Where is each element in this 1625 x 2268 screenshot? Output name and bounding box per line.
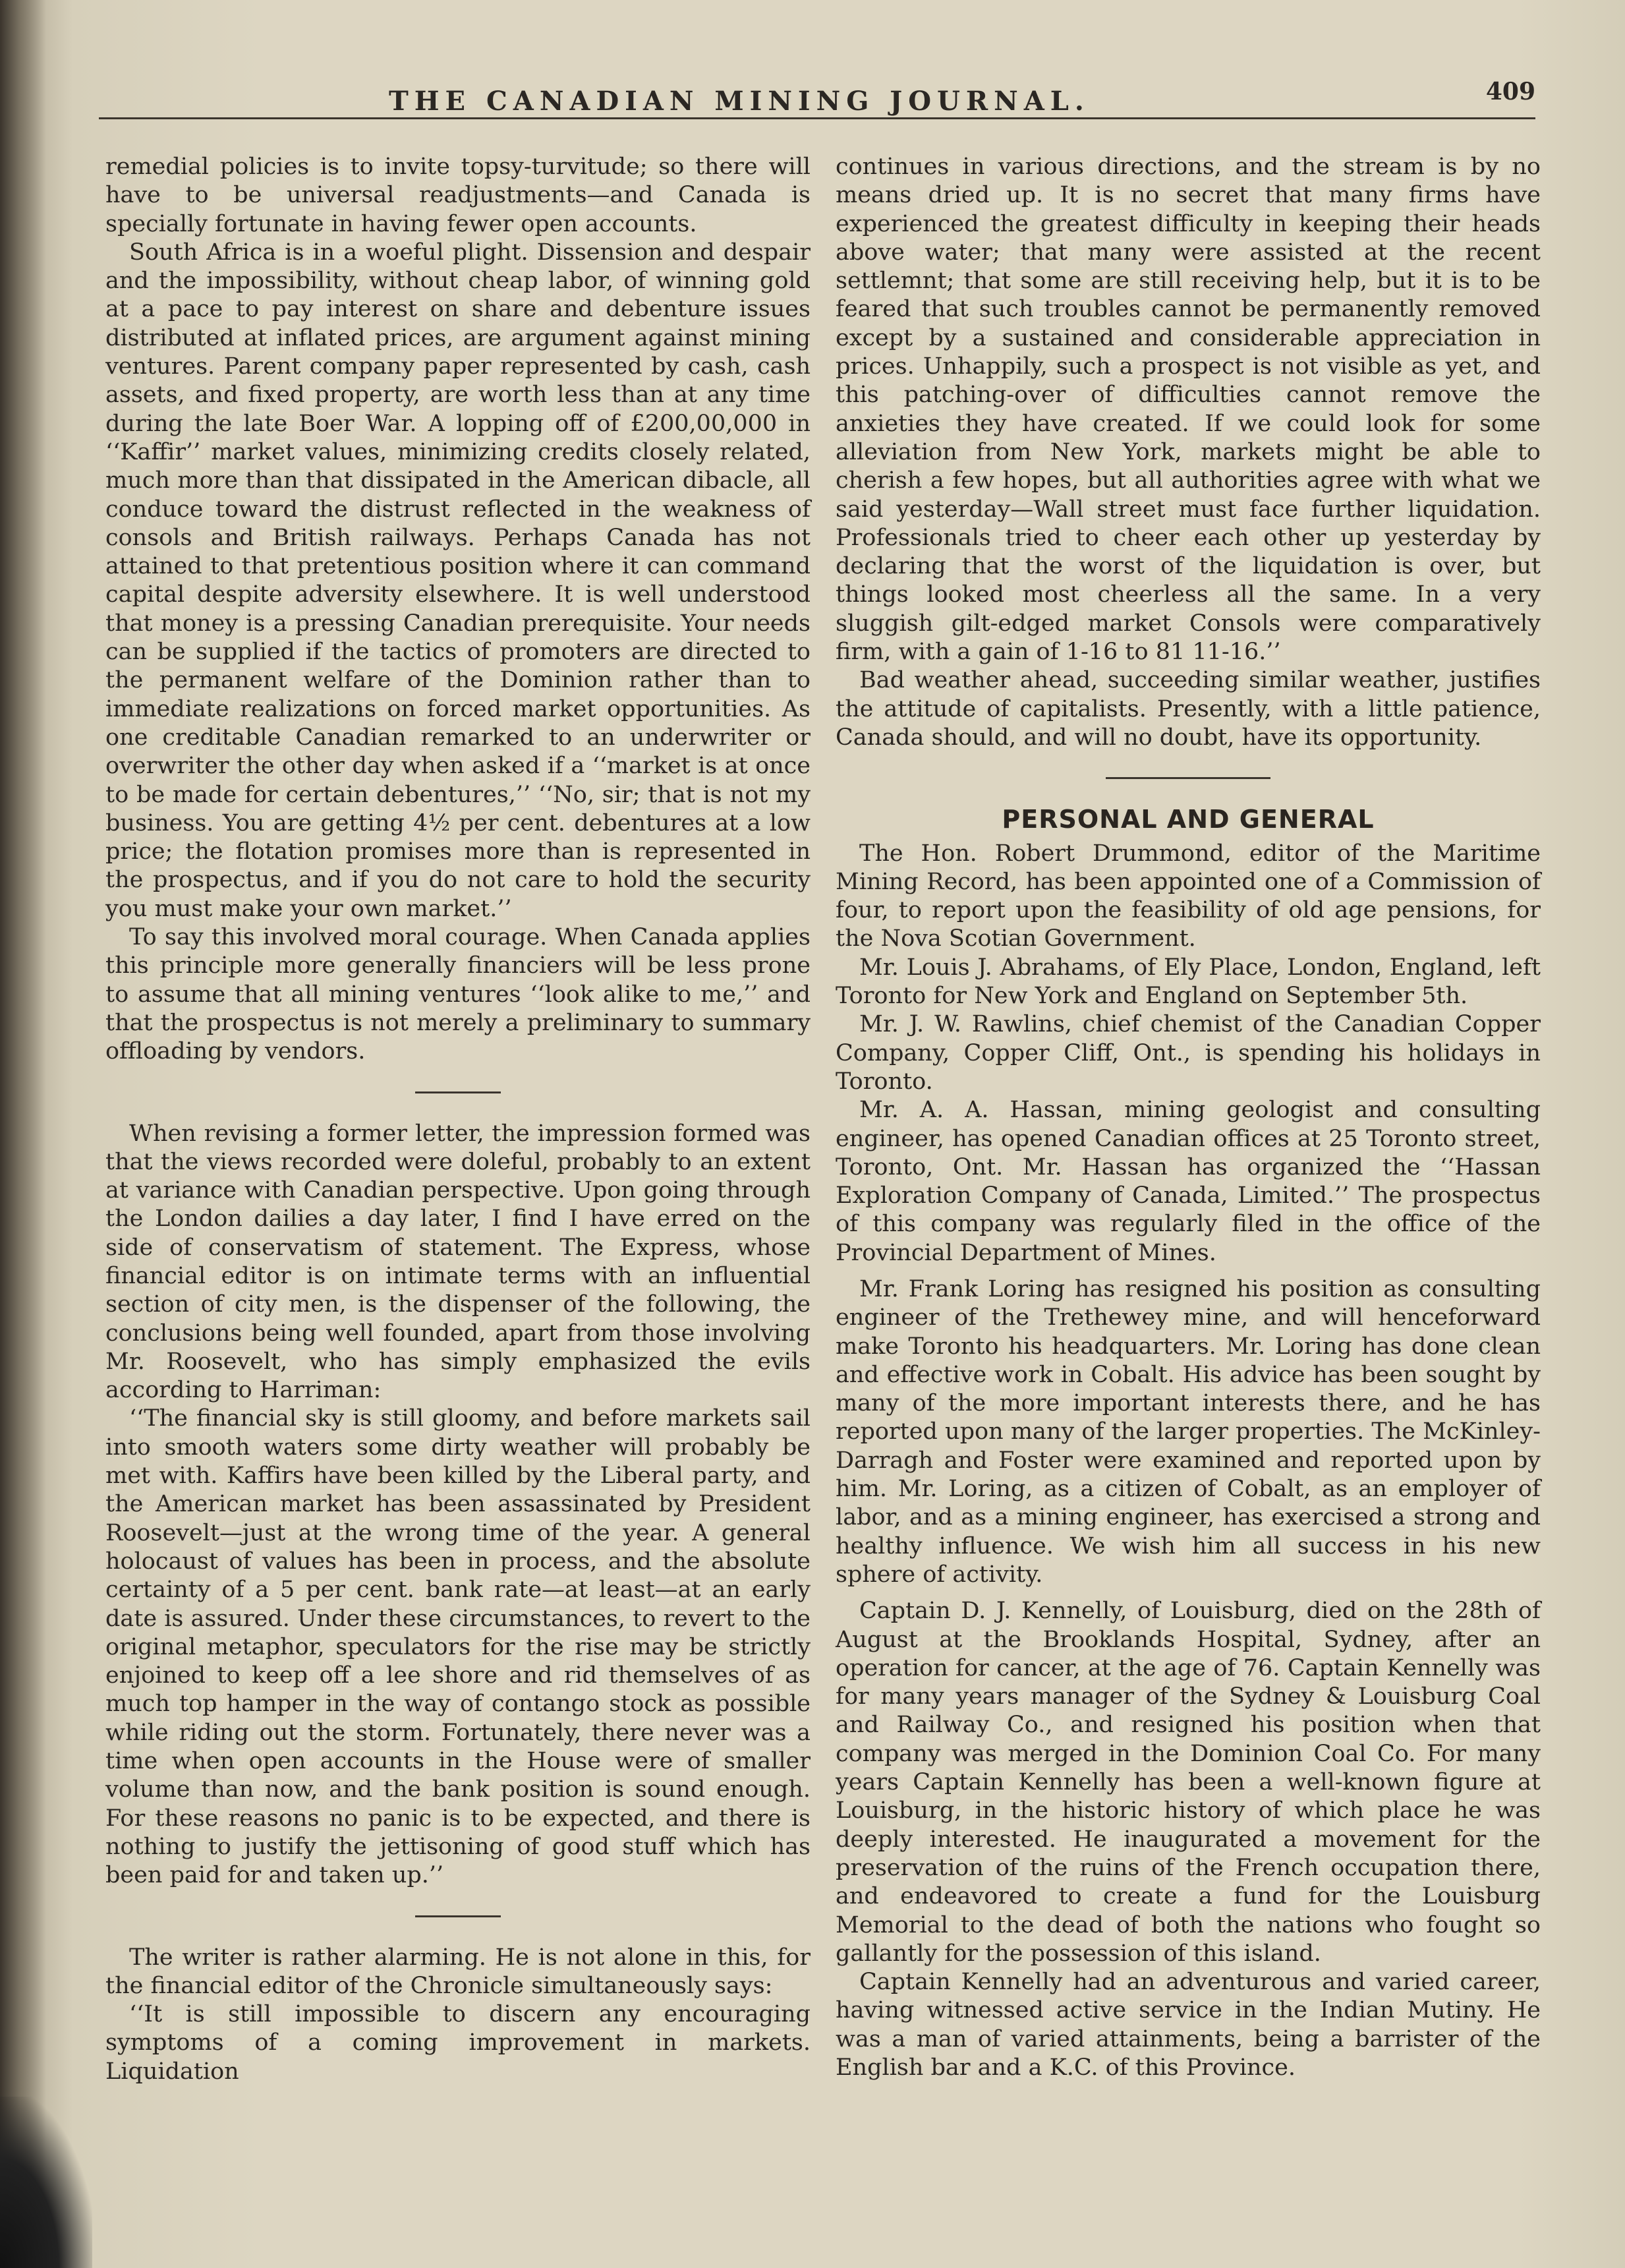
header-rule: [99, 117, 1535, 119]
paragraph: When revising a former letter, the impression formed was that the views recorded were doleful, probably to an extent at variance with Canadian perspective. Upon going through the London dailies a day later, I find I have erred on the side of conservatism of statement. The Express, whose financial editor is on intimate terms with an influential section of city men, is the dispenser of the following, the conclusions being well founded, apart from those involving Mr. Roosevelt, who has simply emphasized the evils according to Harriman:: [105, 1120, 811, 1404]
journal-title: THE CANADIAN MINING JOURNAL.: [389, 86, 1090, 117]
paragraph: continues in various directions, and the stream is by no means dried up. It is no secret that many firms have experienced the greatest difficulty in keeping their heads above water; that many were assisted at the recent settlemnt; that some are still receiving help, but it is to be feared that such troubles cannot be permanently removed except by a sustained and considerable appreciation in prices. Unhappily, such a prospect is not visible as yet, and this patching-over of difficulties cannot remove the anxieties they have created. If we could look for some alleviation from New York, markets might be able to cherish a few hopes, but all authorities agree with what we said yesterday—Wall street must face further liquidation. Professionals tried to cheer each other up yesterday by declaring that the worst of the liquidation is over, but things looked most cheerless all the same. In a very sluggish gilt-edged market Consols were comparatively firm, with a gain of 1-16 to 81 11-16.’’: [836, 154, 1541, 666]
page-number: 409: [1485, 78, 1535, 105]
section-divider: [415, 1915, 501, 1917]
paragraph: The Hon. Robert Drummond, editor of the Maritime Mining Record, has been appointed one of a Commission of four, to report upon the feasibility of old age pensions, for the Nova Scotian Government.: [836, 840, 1541, 952]
paragraph: remedial policies is to invite topsy-turvitude; so there will have to be universal readjustments—and Canada is specially fortunate in having fewer open accounts.: [105, 154, 811, 237]
paragraph: Captain D. J. Kennelly, of Louisburg, died on the 28th of August at the Brooklands Hospital, Sydney, after an operation for cancer, at the age of 76. Captain Kennelly was for many years manager of the Sydney & Louisburg Coal and Railway Co., and resigned his position when that company was merged in the Dominion Coal Co. For many years Captain Kennelly has been a well-known figure at Louisburg, in the historic history of which place he was deeply interested. He inaugurated a movement for the preservation of the ruins of the French occupation there, and endeavored to create a fund for the Louisburg Memorial to the dead of both the nations who fought so gallantly for the possession of this island.: [836, 1598, 1541, 1967]
section-divider: [415, 1091, 501, 1093]
paragraph: South Africa is in a woeful plight. Dissension and despair and the impossibility, without cheap labor, of winning gold at a pace to pay interest on share and debenture issues distributed at inflated prices, are argument against mining ventures. Parent company paper represented by cash, cash assets, and fixed property, are worth less than at any time during the late Boer War. A lopping off of £200,00,000 in ‘‘Kaffir’’ market values, minimizing credits closely related, much more than that dissipated in the American dibacle, all conduce toward the distrust reflected in the weakness of consols and British railways. Perhaps Canada has not attained to that pretentious position where it can command capital despite adversity elsewhere. It is well understood that money is a pressing Canadian prerequisite. Your needs can be supplied if the tactics of promoters are directed to the permanent welfare of the Dominion rather than to immediate realizations on forced market opportunities. As one creditable Canadian remarked to an underwriter or overwriter the other day when asked if a ‘‘market is at once to be made for certain debentures,’’ ‘‘No, sir; that is not my business. You are getting 4½ per cent. debentures at a low price; the flotation promises more than is represented in the prospectus, and if you do not care to hold the security you must make your own market.’’: [105, 239, 811, 922]
section-divider: [1106, 777, 1270, 779]
paragraph: Captain Kennelly had an adventurous and varied career, having witnessed active service in the Indian Mutiny. He was a man of varied attainments, being a barrister of the English bar and a K.C. of this Province.: [836, 1969, 1541, 2081]
paragraph: The writer is rather alarming. He is not alone in this, for the financial editor of the Chronicle simultaneously says:: [105, 1944, 811, 1999]
quoted-paragraph: ‘‘The financial sky is still gloomy, and before markets sail into smooth waters some dirty weather will probably be met with. Kaffirs have been killed by the Liberal party, and the American market has been assassinated by President Roosevelt—just at the wrong time of the year. A general holocaust of values has been in process, and the absolute certainty of a 5 per cent. bank rate—at least—at an early date is assured. Under these circumstances, to revert to the original metaphor, speculators for the rise may be strictly enjoined to keep off a lee shore and rid themselves of as much top hamper in the way of contango stock as possible while riding out the storm. Fortunately, there never was a time when open accounts in the House were of smaller volume than now, and the bank position is sound enough. For these reasons no panic is to be expected, and there is nothing to justify the jettisoning of good stuff which has been paid for and taken up.’’: [105, 1405, 811, 1889]
quoted-paragraph: ‘‘It is still impossible to discern any encouraging symptoms of a coming improvement in markets. Liquidation: [105, 2001, 811, 2085]
paragraph: Mr. A. A. Hassan, mining geologist and consulting engineer, has opened Canadian offices at 25 Toronto street, Toronto, Ont. Mr. Hassan has organized the ‘‘Hassan Exploration Company of Canada, Limited.’’ The prospectus of this company was regularly filed in the office of the Provincial Department of Mines.: [836, 1097, 1541, 1266]
paragraph: Mr. Louis J. Abrahams, of Ely Place, London, England, left Toronto for New York and England on September 5th.: [836, 954, 1541, 1010]
paragraph: Mr. Frank Loring has resigned his position as consulting engineer of the Trethewey mine, and will henceforward make Toronto his headquarters. Mr. Loring has done clean and effective work in Cobalt. His advice has been sought by many of the more important interests there, and he has reported upon many of the larger properties. The McKinley-Darragh and Foster were examined and reported upon by him. Mr. Loring, as a citizen of Cobalt, as an employer of labor, and as a mining engineer, has exercised a strong and healthy influence. We wish him all success in his new sphere of activity.: [836, 1275, 1541, 1588]
paragraph: Mr. J. W. Rawlins, chief chemist of the Canadian Copper Company, Copper Cliff, Ont., is spending his holidays in Toronto.: [836, 1011, 1541, 1095]
left-column: [105, 153, 811, 2086]
page-corner-shadow: [0, 2097, 92, 2268]
book-binding-shadow: [0, 0, 46, 2268]
right-column: [836, 153, 1541, 2082]
paragraph: To say this involved moral courage. When Canada applies this principle more generally financiers will be less prone to assume that all mining ventures ‘‘look alike to me,’’ and that the prospectus is not merely a preliminary to summary offloading by vendors.: [105, 924, 811, 1065]
section-heading: PERSONAL AND GENERAL: [1002, 805, 1375, 834]
paragraph: Bad weather ahead, succeeding similar weather, justifies the attitude of capitalists. Presently, with a little patience, Canada should, and will no doubt, have its opportunity.: [836, 667, 1541, 751]
